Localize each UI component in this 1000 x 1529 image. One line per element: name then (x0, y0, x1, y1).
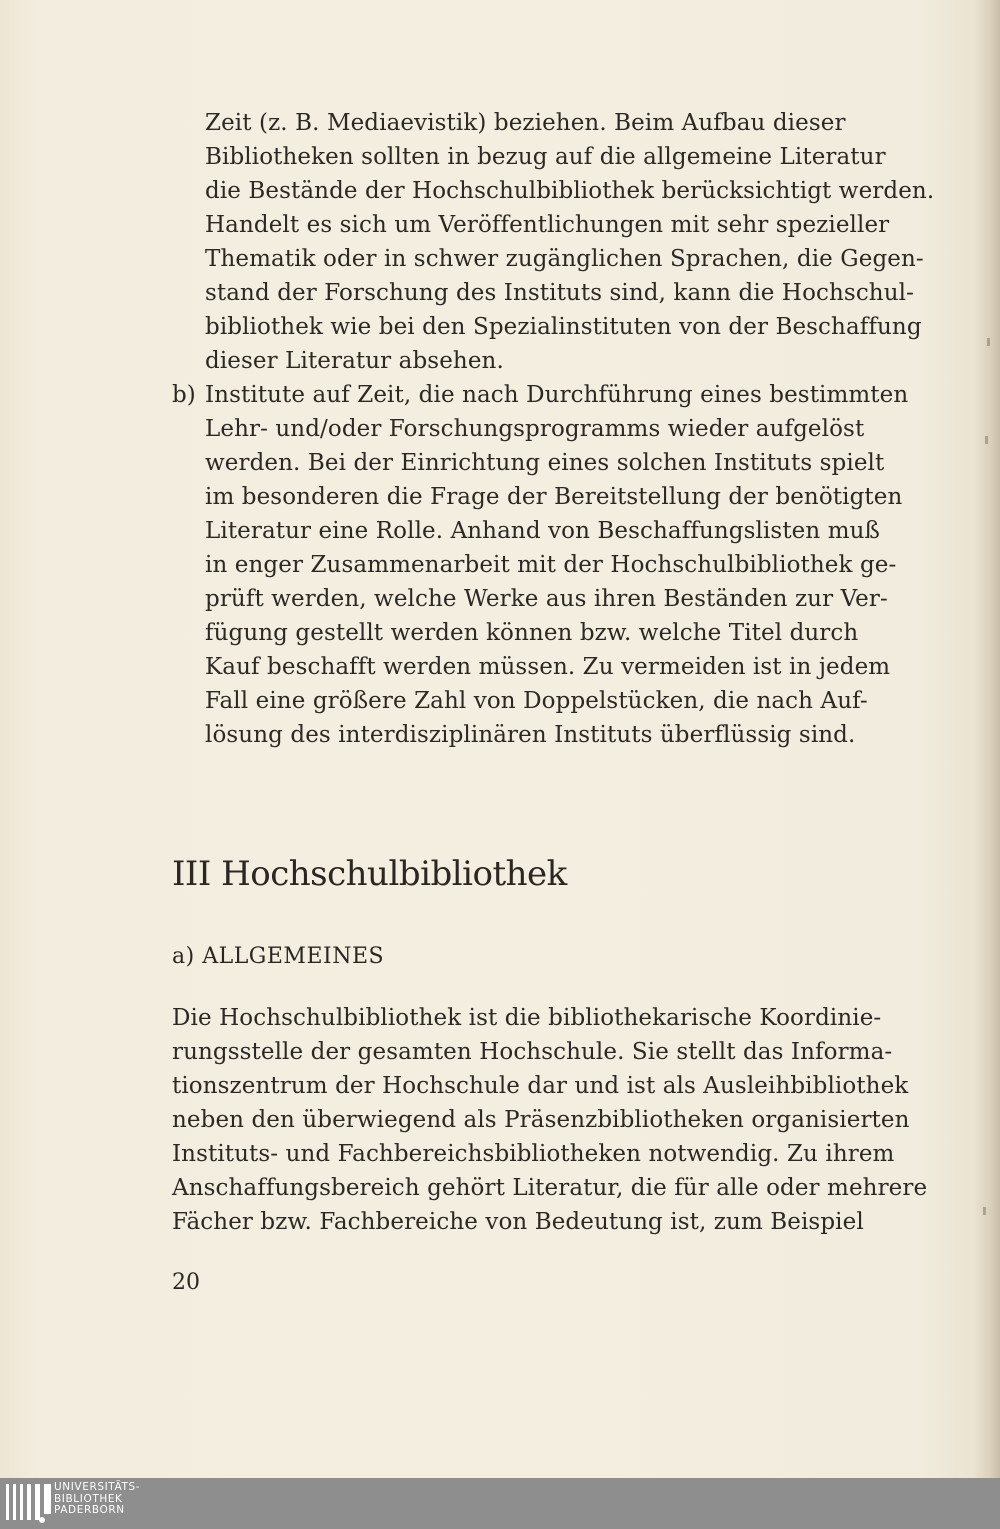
text-line: tionszentrum der Hochschule dar und ist als Ausleihbibliothek (172, 1073, 909, 1099)
text-line (205, 106, 855, 140)
text-line: dieser Literatur absehen. (205, 348, 504, 374)
text-line: die Bestände der Hochschulbibliothek berücksichtigt werden. (205, 178, 935, 204)
text-line: rungsstelle der gesamten Hochschule. Sie stellt das Informa- (172, 1039, 893, 1065)
margin-mark (987, 338, 990, 346)
logo-line: PADERBORN (54, 1504, 125, 1516)
text-line: Anschaffungsbereich gehört Literatur, die für alle oder mehrere (172, 1175, 928, 1201)
text-line: Lehr- und/oder Forschungsprogramms wieder aufgelöst (205, 416, 865, 442)
text-line: Kauf beschafft werden müssen. Zu vermeiden ist in jedem (205, 654, 891, 680)
margin-mark (985, 436, 988, 444)
text-line: lösung des interdisziplinären Instituts überflüssig sind. (205, 722, 856, 748)
section-heading: III Hochschulbibliothek (172, 854, 567, 894)
library-logo-text (54, 1482, 140, 1517)
text-line: Instituts- und Fachbereichsbibliotheken notwendig. Zu ihrem (172, 1141, 895, 1167)
text-line: bibliothek wie bei den Spezialinstituten von der Beschaffung (205, 314, 922, 340)
text-line: Handelt es sich um Veröffentlichungen mit sehr spezieller (205, 212, 890, 238)
text-line: Literatur eine Rolle. Anhand von Beschaffungslisten muß (205, 518, 881, 544)
text-line: Die Hochschulbibliothek ist die bibliothekarische Koordinie- (172, 1005, 882, 1031)
subheading: a) ALLGEMEINES (172, 944, 385, 969)
text-line: in enger Zusammenarbeit mit der Hochschulbibliothek ge- (205, 552, 897, 578)
text-line: stand der Forschung des Instituts sind, kann die Hochschul- (205, 280, 914, 306)
text-line: Fächer bzw. Fachbereiche von Bedeutung ist, zum Beispiel (172, 1209, 864, 1235)
margin-mark (983, 1207, 986, 1215)
text-line: Institute auf Zeit, die nach Durchführung eines bestimmten (205, 382, 909, 408)
list-marker: b) (172, 382, 196, 408)
text-line: fügung gestellt werden können bzw. welche Titel durch (205, 620, 859, 646)
logo-line: BIBLIOTHEK (54, 1492, 123, 1505)
text-line: werden. Bei der Einrichtung eines solchen Instituts spielt (205, 450, 885, 476)
text-line: neben den überwiegend als Präsenzbibliotheken organisierten (172, 1107, 910, 1133)
page-edge-shadow (974, 0, 1000, 1478)
text-line-content: Zeit (z. B. Mediaevistik) beziehen. Beim Aufbau dieser (205, 110, 846, 136)
text-line: im besonderen die Frage der Bereitstellung der benötigten (205, 484, 903, 510)
text-line: Fall eine größere Zahl von Doppelstücken, die nach Auf- (205, 688, 868, 714)
logo-dot-icon (39, 1517, 45, 1523)
text-line: Bibliotheken sollten in bezug auf die allgemeine Literatur (205, 144, 886, 170)
text-line: Thematik oder in schwer zugänglichen Sprachen, die Gegen- (205, 246, 924, 272)
footer-bar (0, 1478, 1000, 1529)
page-number: 20 (172, 1270, 200, 1295)
logo-line: UNIVERSITÄTS- (54, 1481, 141, 1493)
library-logo-icon (6, 1484, 46, 1520)
text-line: prüft werden, welche Werke aus ihren Beständen zur Ver- (205, 586, 888, 612)
